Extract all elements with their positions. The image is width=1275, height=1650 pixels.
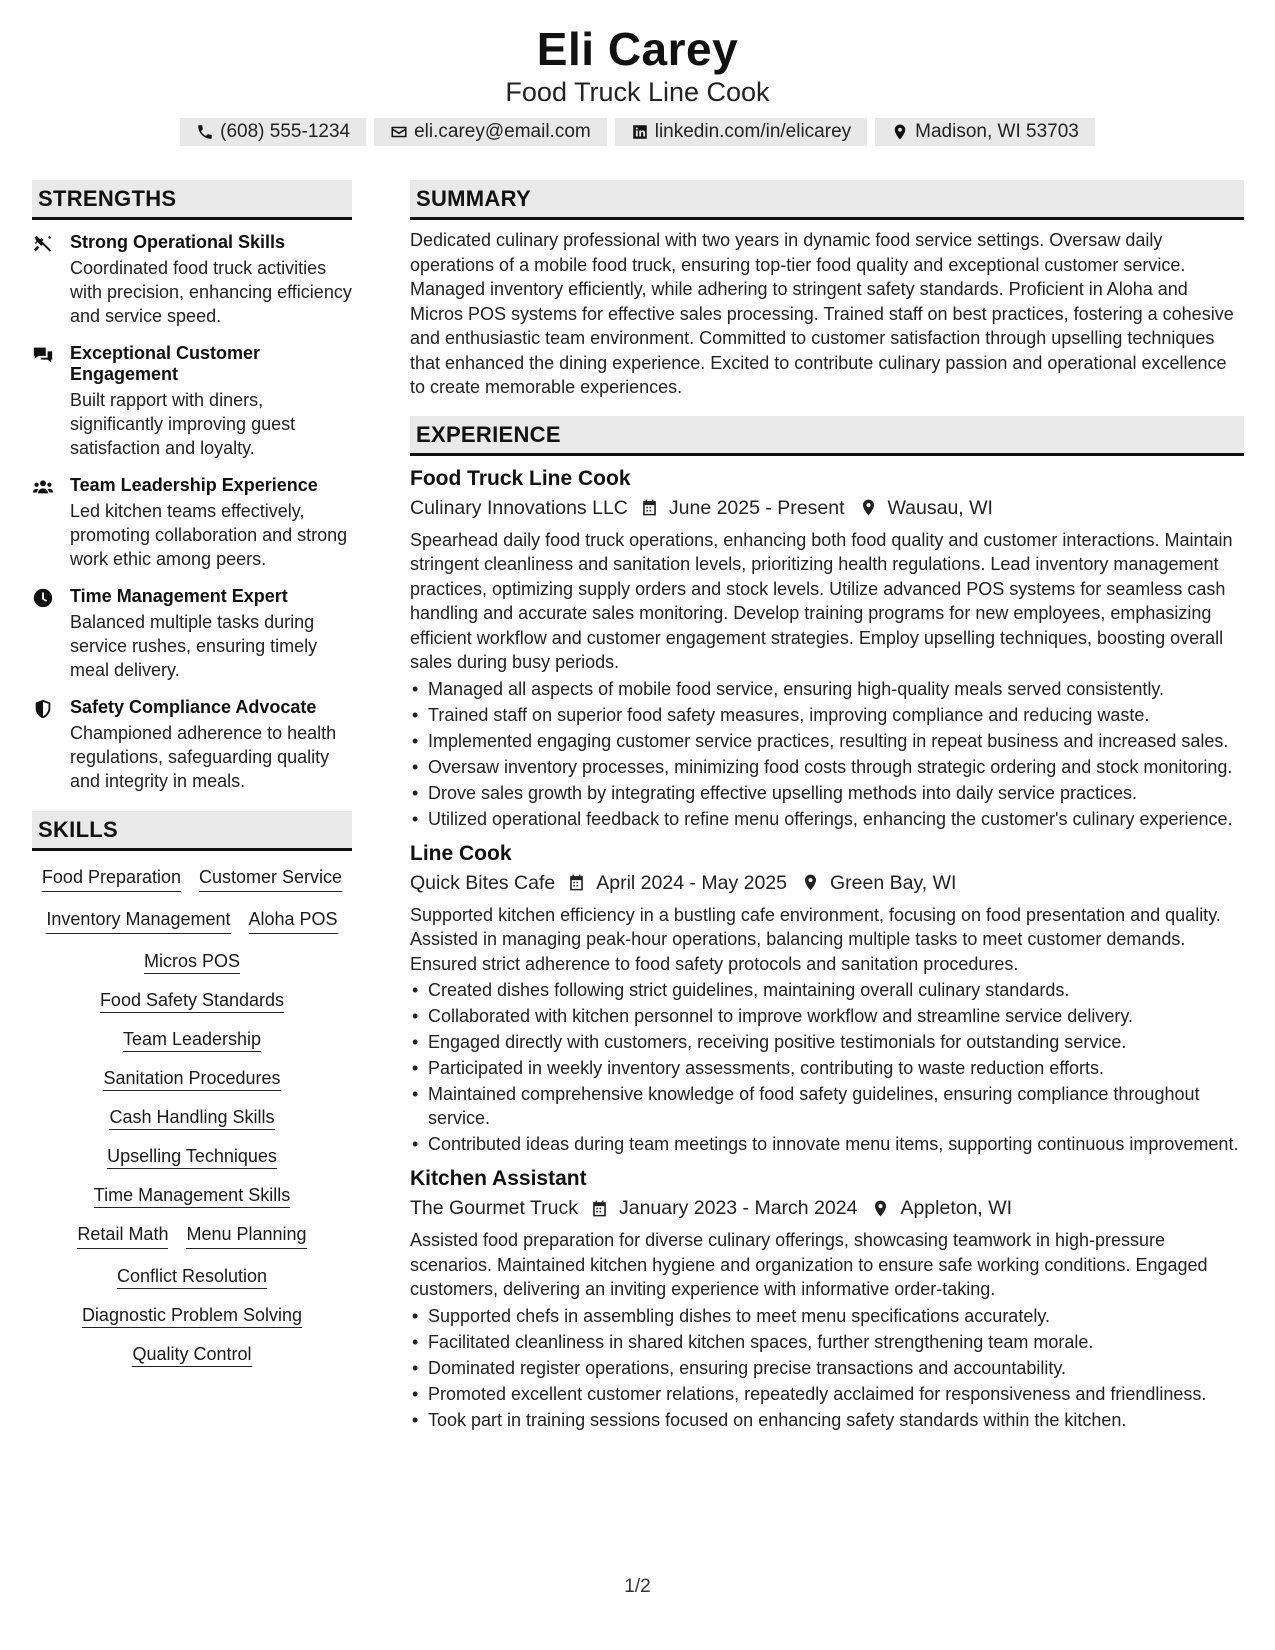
location-pin-icon: [871, 1199, 890, 1218]
job-entry: [410, 466, 1244, 831]
job-entry: [410, 1166, 1244, 1432]
job-bullets: [410, 677, 1244, 831]
skill-tag: Micros POS: [144, 951, 240, 974]
resume-header: [0, 22, 1275, 146]
job-description: Spearhead daily food truck operations, enhancing both food quality and customer interactions. Maintain stringent cleanliness and sanitation levels, prioritizing health regulations. Lead inventory management practices, optimizing supply orders and stock levels. Utilize advanced POS systems for seamless cash handling and accurate sales monitoring. Develop training programs for new employees, emphasizing efficient workflow and customer engagement strategies. Employ upselling techniques, boosting overall sales during busy periods.: [410, 529, 1233, 672]
strength-item: [32, 343, 352, 460]
strength-title: Exceptional Customer Engagement: [70, 343, 261, 384]
skill-tag: Time Management Skills: [94, 1185, 290, 1208]
contact-bar: [0, 118, 1275, 146]
job-description: Assisted food preparation for diverse culinary offerings, showcasing teamwork in high-pressure scenarios. Maintained kitchen hygiene and organization to ensure safe working conditions. Engaged customers, delivering an inviting experience with informative order-taking.: [410, 1230, 1208, 1299]
strength-desc: Led kitchen teams effectively, promoting collaboration and strong work ethic among peers.: [70, 501, 348, 569]
bullet-item: • Dominated register operations, ensuring precise transactions and accountability.: [410, 1356, 1244, 1380]
linkedin-icon: [631, 123, 649, 141]
strengths-heading: STRENGTHS: [32, 180, 352, 220]
candidate-title: Food Truck Line Cook: [505, 77, 770, 107]
contact-email[interactable]: [374, 118, 607, 146]
job-title: Kitchen Assistant: [410, 1167, 587, 1190]
clock-icon: [32, 587, 54, 609]
contact-phone-text: (608) 555-1234: [220, 121, 351, 142]
contact-email-text: eli.carey@email.com: [414, 121, 591, 142]
strength-title: Strong Operational Skills: [70, 232, 286, 252]
skill-row: [32, 1105, 352, 1129]
contact-linkedin[interactable]: [615, 118, 867, 146]
bullet-item: • Oversaw inventory processes, minimizing food costs through strategic ordering and stock monitoring.: [410, 755, 1244, 779]
job-company: Quick Bites Cafe: [410, 871, 556, 894]
tools-icon: [32, 233, 54, 255]
right-column: [410, 180, 1244, 1434]
job-title: Line Cook: [410, 841, 512, 865]
job-meta: [410, 870, 1244, 896]
skill-tag: Menu Planning: [186, 1222, 306, 1249]
strength-title: Safety Compliance Advocate: [70, 697, 317, 717]
strength-title: Team Leadership Experience: [70, 475, 318, 495]
bullet-item: • Managed all aspects of mobile food service, ensuring high-quality meals served consistently.: [410, 677, 1244, 701]
skill-tag: Sanitation Procedures: [103, 1068, 280, 1091]
bullet-item: • Participated in weekly inventory assessments, contributing to waste reduction efforts.: [410, 1056, 1244, 1080]
bullet-item: • Drove sales growth by integrating effective upselling methods into daily service practices.: [410, 781, 1244, 805]
skills-list: [32, 865, 352, 1366]
shield-icon: [32, 698, 54, 720]
bullet-item: • Utilized operational feedback to refine menu offerings, enhancing the customer's culinary experience.: [410, 807, 1244, 831]
job-location: Wausau, WI: [887, 496, 993, 519]
job-meta: [410, 1195, 1244, 1221]
calendar-icon: [590, 1199, 609, 1218]
skill-row: [32, 1303, 352, 1327]
skill-row: [32, 988, 352, 1012]
skill-tag: Inventory Management: [46, 907, 230, 934]
phone-icon: [196, 123, 214, 141]
strength-desc: Coordinated food truck activities with precision, enhancing efficiency and service speed.: [70, 258, 352, 326]
skill-tag: Team Leadership: [123, 1029, 261, 1052]
skill-row: [32, 1027, 352, 1051]
skill-row: [32, 1342, 352, 1366]
contact-location: [875, 118, 1095, 146]
location-pin-icon: [801, 873, 820, 892]
calendar-icon: [640, 498, 659, 517]
location-pin-icon: [859, 498, 878, 517]
bullet-item: • Promoted excellent customer relations, repeatedly acclaimed for responsiveness and friendliness.: [410, 1382, 1244, 1406]
bullet-item: • Maintained comprehensive knowledge of food safety guidelines, ensuring compliance throughout service.: [410, 1082, 1244, 1130]
strengths-list: [32, 232, 352, 793]
experience-section: [410, 416, 1244, 1432]
skill-tag: Food Preparation: [42, 865, 181, 892]
bullet-item: • Took part in training sessions focused on enhancing safety standards within the kitchen.: [410, 1408, 1244, 1432]
strength-item: [32, 586, 352, 682]
strength-desc: Balanced multiple tasks during service rushes, ensuring timely meal delivery.: [70, 612, 318, 680]
contact-location-text: Madison, WI 53703: [915, 121, 1079, 142]
job-description: Supported kitchen efficiency in a bustling cafe environment, focusing on food presentation and quality. Assisted in managing peak-hour operations, balancing multiple tasks to meet customer demands. Ensured strict adherence to food safety protocols and sanitation procedures.: [410, 904, 1221, 974]
candidate-name: Eli Carey: [536, 23, 739, 75]
skill-row: [32, 1183, 352, 1207]
contact-phone[interactable]: [180, 118, 366, 146]
bullet-item: • Collaborated with kitchen personnel to improve workflow and streamline service delivery.: [410, 1004, 1244, 1028]
experience-heading: EXPERIENCE: [410, 416, 1244, 456]
strength-item: [32, 475, 352, 571]
contact-linkedin-text: linkedin.com/in/elicarey: [654, 121, 852, 142]
skill-row: [32, 1264, 352, 1288]
calendar-icon: [567, 873, 586, 892]
strength-desc: Built rapport with diners, significantly improving guest satisfaction and loyalty.: [70, 390, 296, 458]
skill-tag: Conflict Resolution: [117, 1266, 267, 1289]
skill-row: [32, 1144, 352, 1168]
bullet-item: • Created dishes following strict guidelines, maintaining overall culinary standards.: [410, 978, 1244, 1002]
job-entry: [410, 841, 1244, 1157]
strength-desc: Championed adherence to health regulations, safeguarding quality and integrity in meals.: [70, 723, 337, 791]
job-bullets: [410, 978, 1244, 1156]
skill-tag: Quality Control: [132, 1344, 251, 1367]
skill-tag: Diagnostic Problem Solving: [82, 1305, 302, 1328]
job-company: Culinary Innovations LLC: [410, 496, 628, 519]
email-icon: [390, 123, 408, 141]
bullet-item: • Implemented engaging customer service practices, resulting in repeat business and increased sales.: [410, 729, 1244, 753]
location-pin-icon: [891, 123, 909, 141]
job-meta: [410, 495, 1244, 521]
job-location: Green Bay, WI: [830, 871, 957, 894]
skill-tag: Food Safety Standards: [100, 990, 284, 1013]
job-company: The Gourmet Truck: [410, 1197, 578, 1219]
job-dates: April 2024 - May 2025: [596, 871, 788, 894]
bullet-item: • Trained staff on superior food safety measures, improving compliance and reducing waste.: [410, 703, 1244, 727]
skills-heading: SKILLS: [32, 811, 352, 851]
strength-item: [32, 232, 352, 328]
users-icon: [32, 476, 54, 498]
skill-row: [32, 949, 352, 973]
summary-text: Dedicated culinary professional with two years in dynamic food service settings. Oversaw daily operations of a mobile food truck, ensuring top-tier food quality and exceptional customer service. Managed inventory efficiently, while adhering to stringent safety standards. Proficient in Aloha and Micros POS systems for effective sales processing. Trained staff on best practices, fostering a cohesive and enthusiastic team environment. Committed to customer satisfaction through upselling techniques that enhanced the dining experience. Excited to contribute culinary passion and operational excellence to create memorable experiences.: [410, 230, 1234, 397]
job-location: Appleton, WI: [900, 1197, 1013, 1219]
bullet-item: • Contributed ideas during team meetings to innovate menu items, supporting continuous improvement.: [410, 1132, 1244, 1156]
skill-tag: Upselling Techniques: [107, 1146, 277, 1169]
skill-tag: Retail Math: [77, 1222, 168, 1249]
skill-tag: Aloha POS: [249, 907, 338, 934]
job-bullets: [410, 1304, 1244, 1432]
skills-section: [32, 811, 352, 1366]
strength-title: Time Management Expert: [70, 586, 288, 606]
chat-bubbles-icon: [32, 344, 54, 366]
bullet-item: • Engaged directly with customers, receiving positive testimonials for outstanding service.: [410, 1030, 1244, 1054]
job-dates: January 2023 - March 2024: [618, 1197, 858, 1219]
summary-heading: SUMMARY: [410, 180, 1244, 220]
skill-tag: Cash Handling Skills: [109, 1107, 274, 1130]
job-title: Food Truck Line Cook: [410, 466, 631, 490]
bullet-item: • Supported chefs in assembling dishes to meet menu specifications accurately.: [410, 1304, 1244, 1328]
bullet-item: • Facilitated cleanliness in shared kitchen spaces, further strengthening team morale.: [410, 1330, 1244, 1354]
page-number: 1/2: [624, 1576, 651, 1597]
left-column: [32, 180, 352, 1366]
skill-tag: Customer Service: [199, 865, 342, 892]
job-dates: June 2025 - Present: [668, 496, 845, 519]
skill-row: [32, 1066, 352, 1090]
strength-item: [32, 697, 352, 793]
